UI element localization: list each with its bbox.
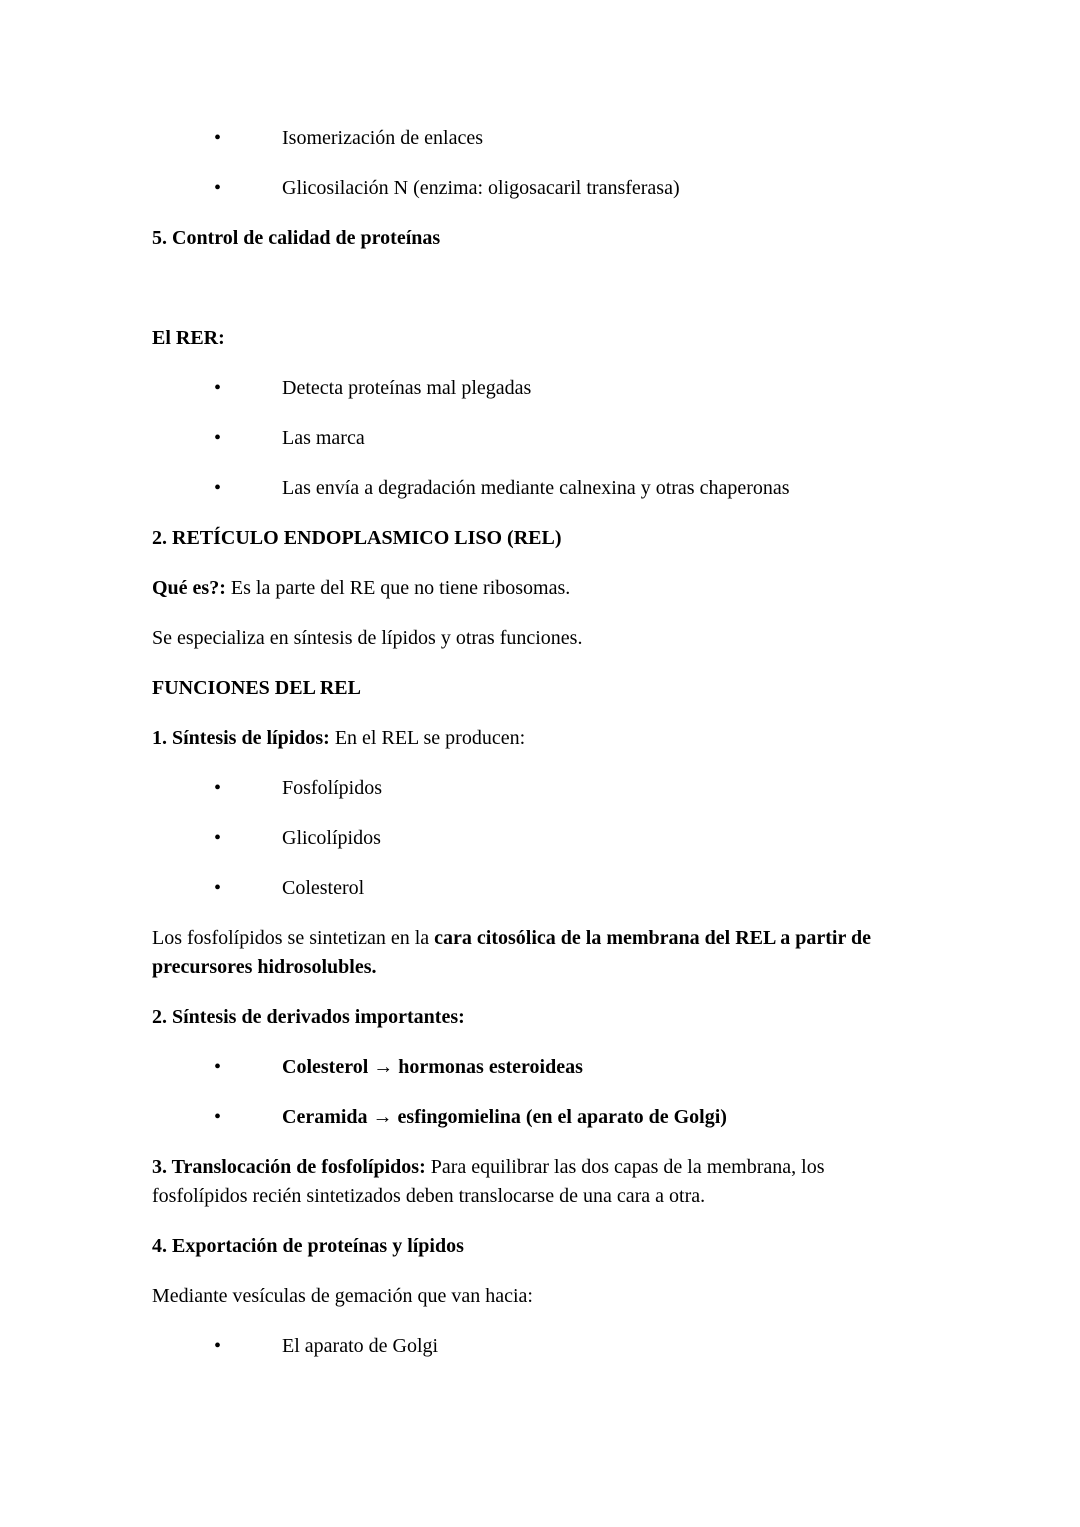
text-run: 5. Control de calidad de proteínas [152, 227, 441, 249]
empty-line [152, 274, 922, 303]
text-run: FUNCIONES DEL REL [152, 677, 361, 699]
bullet-icon: • [214, 1106, 222, 1128]
bullet-icon: • [214, 177, 222, 199]
bullet-icon: • [214, 827, 222, 849]
heading [152, 1232, 922, 1261]
heading [152, 524, 922, 553]
text-run: En el REL se producen: [334, 727, 526, 749]
bullet-item [152, 474, 922, 503]
text-run: Colesterol [282, 877, 365, 899]
heading [152, 1003, 922, 1032]
bullet-item [152, 1053, 922, 1082]
text-run: Para equilibrar las dos capas de la membrana, los fosfolípidos recién sintetizados deben translocarse de una cara a otra. [152, 1156, 825, 1207]
text-run: Las marca [282, 427, 365, 449]
bullet-item [152, 1103, 922, 1132]
text-run: El aparato de Golgi [282, 1335, 439, 1357]
text-run: Ceramida → esfingomielina (en el aparato de Golgi) [282, 1106, 727, 1128]
bullet-icon: • [214, 777, 222, 799]
bullet-icon: • [214, 1335, 222, 1357]
text-run: Los fosfolípidos se sintetizan en la [152, 927, 435, 949]
bullet-icon: • [214, 377, 222, 399]
text-run: 3. Translocación de fosfolípidos: [152, 1156, 431, 1178]
bullet-item [152, 824, 922, 853]
bullet-item [152, 1332, 922, 1361]
heading [152, 324, 922, 353]
heading [152, 674, 922, 703]
paragraph [152, 574, 922, 603]
bullet-item [152, 124, 922, 153]
bullet-item [152, 774, 922, 803]
text-run: Detecta proteínas mal plegadas [282, 377, 532, 399]
text-run: 1. Síntesis de lípidos: [152, 727, 335, 749]
text-run: Glicosilación N (enzima: oligosacaril transferasa) [282, 177, 680, 199]
paragraph [152, 1282, 922, 1311]
text-run: El RER: [152, 327, 225, 349]
text-run: 2. Síntesis de derivados importantes: [152, 1006, 465, 1028]
text-run: Colesterol → hormonas esteroideas [282, 1056, 583, 1078]
heading [152, 224, 922, 253]
bullet-icon: • [214, 127, 222, 149]
text-run: 4. Exportación de proteínas y lípidos [152, 1235, 464, 1257]
text-run: Las envía a degradación mediante calnexina y otras chaperonas [282, 477, 790, 499]
text-run: Qué es?: [152, 577, 231, 599]
text-run: cara citosólica de la membrana del REL a partir de precursores hidrosolubles. [152, 927, 871, 978]
bullet-item [152, 174, 922, 203]
bullet-icon: • [214, 1056, 222, 1078]
bullet-icon: • [214, 877, 222, 899]
paragraph [152, 1153, 922, 1211]
text-run: Mediante vesículas de gemación que van hacia: [152, 1285, 533, 1307]
paragraph [152, 924, 922, 982]
text-run: Se especializa en síntesis de lípidos y otras funciones. [152, 627, 583, 649]
text-run: Fosfolípidos [282, 777, 383, 799]
text-run: 2. RETÍCULO ENDOPLASMICO LISO (REL) [152, 527, 562, 549]
bullet-icon: • [214, 477, 222, 499]
bullet-item [152, 374, 922, 403]
bullet-icon: • [214, 427, 222, 449]
paragraph [152, 724, 922, 753]
text-run: Es la parte del RE que no tiene ribosomas. [230, 577, 571, 599]
document-body [152, 124, 922, 1361]
bullet-item [152, 424, 922, 453]
bullet-item [152, 874, 922, 903]
text-run: Glicolípidos [282, 827, 381, 849]
text-run: Isomerización de enlaces [282, 127, 484, 149]
paragraph [152, 624, 922, 653]
